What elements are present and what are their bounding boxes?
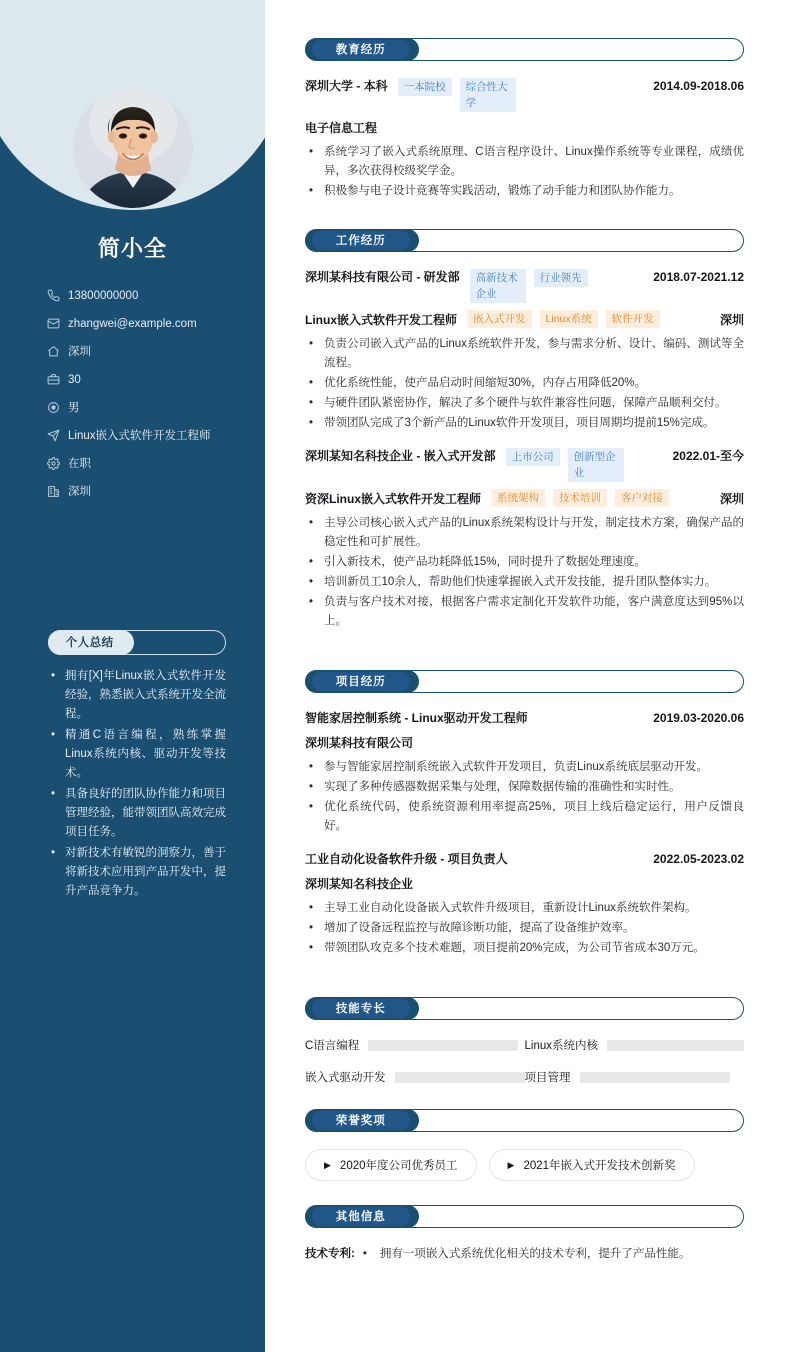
phone-icon [44, 288, 62, 302]
list-item: • 与硬件团队紧密协作，解决了多个硬件与软件兼容性问题，保障产品顺利交付。 [305, 394, 744, 413]
patent-label: 技术专利: [305, 1248, 355, 1260]
section-pill-inner [312, 1207, 410, 1226]
email-icon [44, 316, 62, 330]
list-item: • 主导公司核心嵌入式产品的Linux系统架构设计与开发，制定技术方案，确保产品的稳定性和可扩展性。 [305, 514, 744, 552]
other-info-header [305, 1205, 744, 1228]
tag: 一本院校 [398, 78, 452, 96]
education-section [305, 38, 744, 201]
avatar-photo-icon [73, 88, 193, 208]
projects-header [305, 670, 744, 693]
contact-item-gender [44, 400, 254, 416]
projects-title: 项目经历 [335, 676, 386, 689]
project-company: 深圳某科技有限公司 [305, 736, 414, 750]
contact-value-age: 30 [68, 374, 81, 386]
work-location: 深圳 [719, 312, 744, 327]
work-role-row [305, 489, 744, 507]
main-content [265, 0, 794, 1352]
skills-title: 技能专长 [335, 1003, 386, 1016]
skill-name: C语言编程 [305, 1040, 360, 1052]
education-header [305, 38, 744, 61]
tag: 技术培训 [553, 489, 607, 507]
section-pill [305, 1205, 419, 1228]
caret-right-icon: ▶ [324, 1159, 331, 1170]
project-entry-header [305, 710, 744, 727]
list-item: • 实现了多种传感器数据采集与处理，保障数据传输的准确性和实时性。 [305, 778, 744, 797]
skills-section [305, 997, 744, 1085]
list-item: • 培训新员工10余人，帮助他们快速掌握嵌入式开发技能，提升团队整体实力。 [305, 573, 744, 592]
skill-bar-track [368, 1040, 518, 1051]
project-bullets [305, 758, 744, 836]
project-name: 工业自动化设备软件升级 - 项目负责人 [305, 852, 508, 866]
patent-row [305, 1245, 744, 1264]
contact-item-email [44, 316, 254, 332]
list-item: • 负责公司嵌入式产品的Linux系统软件开发，参与需求分析、设计、编码、测试等全流程。 [305, 335, 744, 373]
skill-name: 嵌入式驱动开发 [305, 1072, 386, 1084]
list-item: • 拥有一项嵌入式系统优化相关的技术专利，提升了产品性能。 [361, 1245, 744, 1264]
contact-item-workplace [44, 484, 254, 500]
tag: 上市公司 [506, 448, 560, 466]
list-item: • 具备良好的团队协作能力和项目管理经验，能带领团队高效完成项目任务。 [48, 785, 226, 842]
section-pill-inner [312, 1111, 410, 1130]
list-item: • 系统学习了嵌入式系统原理、C语言程序设计、Linux操作系统等专业课程，成绩优异，多次获得校级奖学金。 [305, 143, 744, 181]
contact-value-position: Linux嵌入式软件开发工程师 [68, 430, 211, 442]
work-role-row [305, 310, 744, 328]
role-tags [467, 310, 712, 328]
company-tags [470, 269, 648, 303]
skill-name: Linux系统内核 [524, 1040, 598, 1052]
company-tags [506, 448, 667, 482]
section-pill-inner [312, 231, 410, 250]
section-pill [305, 997, 419, 1020]
contact-value-email: zhangwei@example.com [68, 318, 197, 330]
work-bullets [305, 335, 744, 433]
section-pill-inner [312, 40, 410, 59]
education-bullets [305, 143, 744, 201]
education-entry-header [305, 78, 744, 112]
tag: 嵌入式开发 [467, 310, 532, 328]
list-item: • 带领团队完成了3个新产品的Linux软件开发项目，项目周期均提前15%完成。 [305, 414, 744, 433]
skill-item [525, 1069, 745, 1085]
caret-right-icon: ▶ [507, 1159, 515, 1170]
honors-section [305, 1109, 744, 1181]
work-date: 2022.01-至今 [672, 449, 744, 463]
honor-card [489, 1149, 695, 1181]
skill-name: 项目管理 [524, 1072, 571, 1084]
role-title: Linux嵌入式软件开发工程师 [305, 312, 457, 327]
paper-plane-icon [44, 428, 62, 442]
education-title: 教育经历 [335, 44, 386, 57]
sidebar [0, 0, 265, 1352]
project-company: 深圳某知名科技企业 [305, 877, 414, 891]
education-entry [305, 78, 744, 201]
skill-item [525, 1037, 745, 1053]
list-item: • 优化系统性能，使产品启动时间缩短30%，内存占用降低20%。 [305, 374, 744, 393]
company-name: 深圳某科技有限公司 - 研发部 [305, 270, 460, 284]
project-date: 2022.05-2023.02 [653, 852, 744, 866]
avatar [73, 88, 193, 208]
project-bullets [305, 899, 744, 958]
tag: 行业领先 [534, 269, 588, 287]
work-header [305, 229, 744, 252]
tag: 高新技术企业 [470, 269, 526, 303]
honors-header [305, 1109, 744, 1132]
list-item: • 主导工业自动化设备嵌入式软件升级项目，重新设计Linux系统软件架构。 [305, 899, 744, 918]
honor-card [305, 1149, 477, 1181]
work-title: 工作经历 [335, 235, 386, 248]
honor-label: 2020年度公司优秀员工 [339, 1160, 458, 1172]
skill-bar-track [580, 1072, 730, 1083]
list-item: • 带领团队攻克多个技术难题，项目提前20%完成，为公司节省成本30万元。 [305, 939, 744, 958]
contact-value-gender: 男 [68, 402, 80, 414]
list-item: • 参与智能家居控制系统嵌入式软件开发项目，负责Linux系统底层驱动开发。 [305, 758, 744, 777]
role-tags [491, 489, 712, 507]
project-entry [305, 710, 744, 836]
tag: Linux系统 [540, 310, 598, 328]
section-pill [305, 670, 419, 693]
project-date: 2019.03-2020.06 [653, 711, 744, 725]
education-date: 2014.09-2018.06 [653, 79, 744, 93]
skill-bar-track [607, 1040, 744, 1051]
other-info-section [305, 1205, 744, 1264]
list-item: • 优化系统代码，使系统资源利用率提高25%，项目上线后稳定运行，用户反馈良好。 [305, 798, 744, 836]
tag: 系统架构 [491, 489, 545, 507]
work-entry-header [305, 269, 744, 303]
section-pill [305, 229, 419, 252]
projects-section [305, 670, 744, 958]
tag: 综合性大学 [460, 78, 516, 112]
personal-summary-header [48, 630, 226, 655]
honor-list [305, 1149, 744, 1181]
contact-value-phone: 13800000000 [68, 290, 139, 302]
skill-item [305, 1037, 525, 1053]
contact-item-age [44, 372, 254, 388]
contact-value-status: 在职 [68, 458, 91, 470]
skill-bar-track [395, 1072, 525, 1083]
work-entry-header [305, 448, 744, 482]
personal-summary-title: 个人总结 [48, 630, 134, 655]
contact-item-city [44, 344, 254, 360]
list-item: • 增加了设备远程监控与故障诊断功能，提高了设备维护效率。 [305, 919, 744, 938]
building-icon [44, 484, 62, 498]
contact-item-phone [44, 288, 254, 304]
gear-icon [44, 456, 62, 470]
project-name: 智能家居控制系统 - Linux驱动开发工程师 [305, 711, 528, 725]
list-item: • 引入新技术，使产品功耗降低15%，同时提升了数据处理速度。 [305, 553, 744, 572]
honors-title: 荣誉奖项 [335, 1115, 386, 1128]
major-name: 电子信息工程 [305, 121, 378, 135]
gender-icon [44, 400, 62, 414]
list-item: • 积极参与电子设计竞赛等实践活动，锻炼了动手能力和团队协作能力。 [305, 182, 744, 201]
personal-summary-list [48, 667, 226, 901]
candidate-name: 简小全 [97, 236, 167, 261]
contact-list [44, 288, 254, 512]
contact-value-city: 深圳 [68, 346, 91, 358]
school-name: 深圳大学 - 本科 [305, 79, 388, 93]
skills-header [305, 997, 744, 1020]
personal-summary-section [48, 630, 226, 903]
work-bullets [305, 514, 744, 631]
patent-bullets [361, 1245, 744, 1264]
project-entry-header [305, 851, 744, 868]
skill-grid [305, 1037, 744, 1085]
work-location: 深圳 [719, 491, 744, 506]
section-pill-inner [312, 672, 410, 691]
school-tags [398, 78, 648, 112]
role-title: 资深Linux嵌入式软件开发工程师 [305, 491, 481, 506]
section-pill [305, 38, 419, 61]
other-info-title: 其他信息 [335, 1211, 386, 1224]
tag: 软件开发 [606, 310, 660, 328]
tag: 客户对接 [615, 489, 669, 507]
briefcase-icon [44, 372, 62, 386]
list-item: • 对新技术有敏锐的洞察力，善于将新技术应用到产品开发中，提升产品竞争力。 [48, 844, 226, 901]
section-pill [305, 1109, 419, 1132]
project-entry [305, 851, 744, 958]
section-pill-inner [312, 999, 410, 1018]
work-entry [305, 448, 744, 631]
tag: 创新型企业 [568, 448, 624, 482]
work-date: 2018.07-2021.12 [653, 270, 744, 284]
list-item: • 负责与客户技术对接，根据客户需求定制化开发软件功能，客户满意度达到95%以上。 [305, 593, 744, 631]
contact-item-status [44, 456, 254, 472]
home-icon [44, 344, 62, 358]
skill-item [305, 1069, 525, 1085]
list-item: • 精通C语言编程，熟练掌握Linux系统内核、驱动开发等技术。 [48, 726, 226, 783]
list-item: • 拥有[X]年Linux嵌入式软件开发经验，熟悉嵌入式系统开发全流程。 [48, 667, 226, 724]
work-section [305, 229, 744, 631]
work-entry [305, 269, 744, 433]
company-name: 深圳某知名科技企业 - 嵌入式开发部 [305, 449, 496, 463]
contact-value-workplace: 深圳 [68, 486, 91, 498]
honor-label: 2021年嵌入式开发技术创新奖 [523, 1160, 676, 1172]
contact-item-position [44, 428, 254, 444]
